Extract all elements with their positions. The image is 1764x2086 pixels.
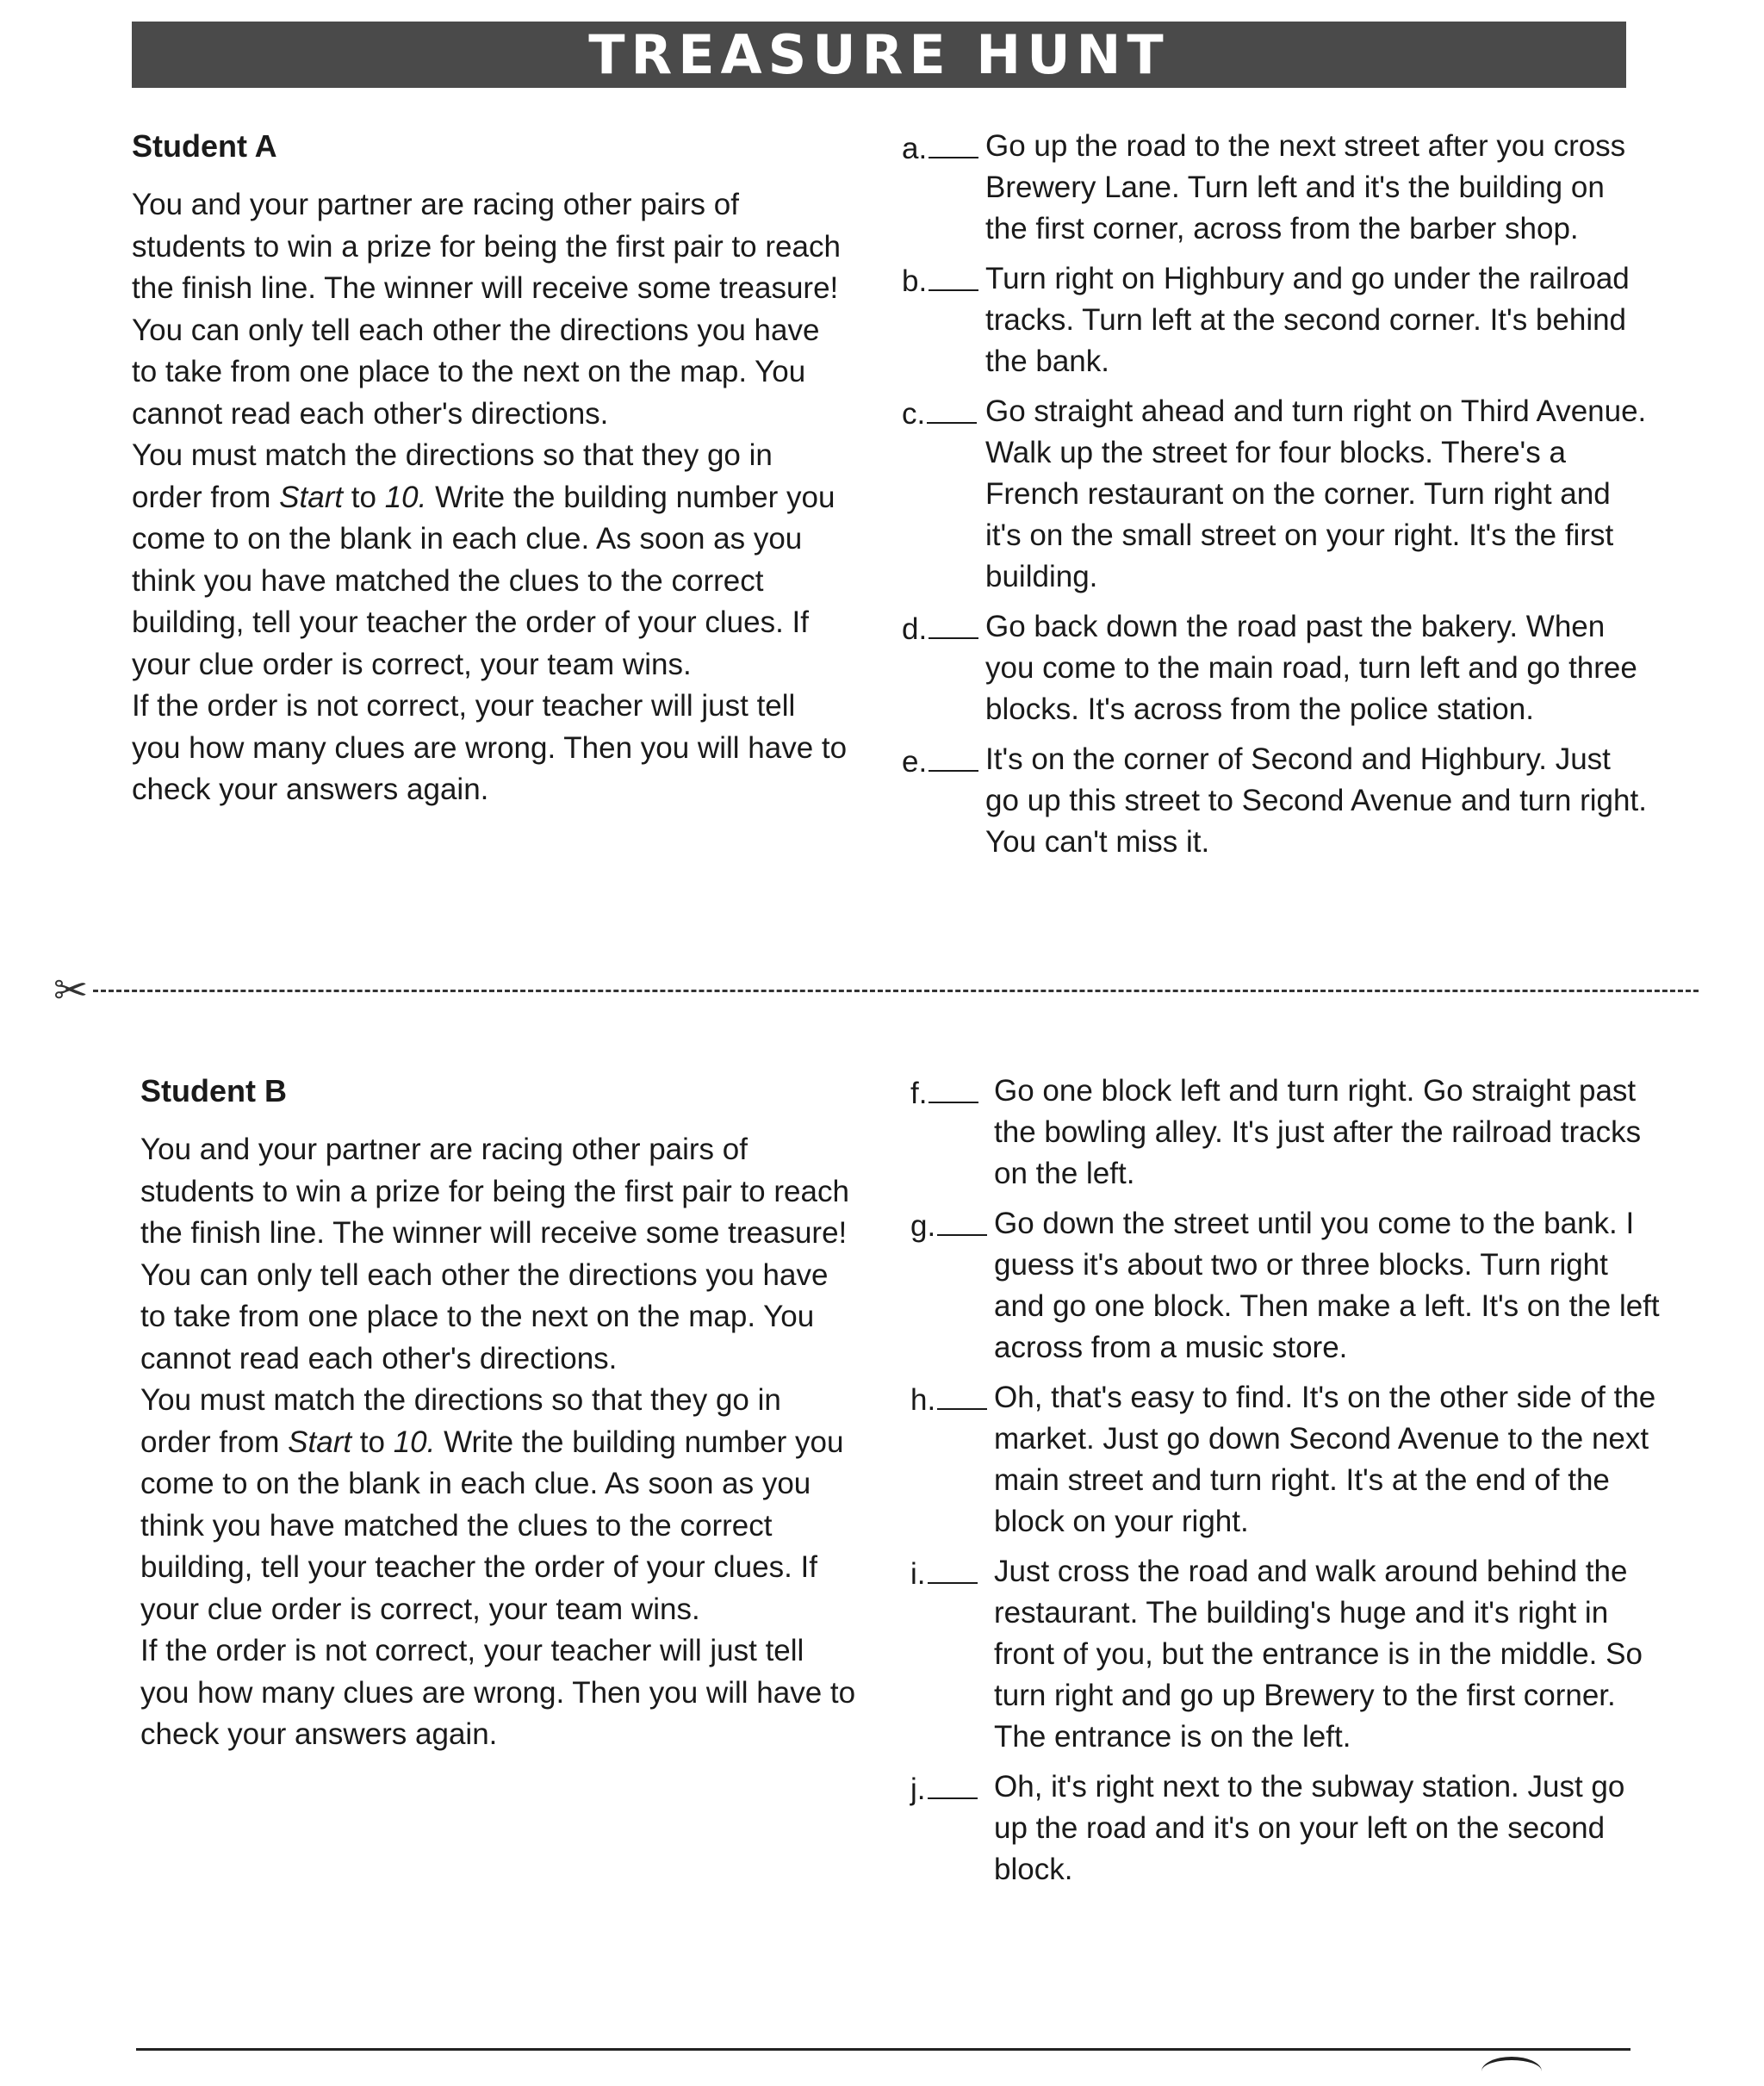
student-b-paragraph-4: If the order is not correct, your teacher will just tell you how many clues are wrong. Then you will have to check your answers again. xyxy=(140,1634,856,1751)
clue-item: h. Oh, that's easy to find. It's on the other side of the market. Just go down Second Avenue to the next main street and turn right. It's at the end of the block on your right. xyxy=(910,1377,1660,1543)
clue-item: b. Turn right on Highbury and go under the railroad tracks. Turn left at the second corner. It's behind the bank. xyxy=(902,258,1651,382)
page-title: TREASURE HUNT xyxy=(132,22,1626,88)
clue-item: i. Just cross the road and walk around behind the restaurant. The building's huge and it's right in front of you, but the entrance is in the middle. So turn right and go up Brewery to the first corner. The entrance is on the left. xyxy=(910,1551,1660,1758)
student-b-instructions xyxy=(140,1071,860,1756)
student-b-clue-list xyxy=(910,1071,1660,1899)
student-a-heading: Student A xyxy=(132,128,277,164)
scissors-icon: ✂ xyxy=(53,966,89,1015)
clue-item: j. Oh, it's right next to the subway station. Just go up the road and it's on your left on the second block. xyxy=(910,1766,1660,1890)
page-curl-mark xyxy=(1481,2057,1542,2086)
student-b-heading: Student B xyxy=(140,1073,287,1108)
answer-blank[interactable] xyxy=(937,1203,987,1236)
answer-blank[interactable] xyxy=(928,1766,978,1799)
answer-blank[interactable] xyxy=(929,258,978,291)
clue-item: a. Go up the road to the next street after you cross Brewery Lane. Turn left and it's the building on the first corner, across from the barber shop. xyxy=(902,126,1651,250)
student-b-paragraph-3: You must match the directions so that they go in order from Start to 10. Write the building number you come to on the blank in each clue. As soon as you think you have matched the clues to the correct building, tell your teacher the order of your clues. If your clue order is correct, your team wins. xyxy=(140,1383,844,1626)
answer-blank[interactable] xyxy=(929,606,978,639)
student-a-paragraph-3: You must match the directions so that they go in order from Start to 10. Write the building number you come to on the blank in each clue. As soon as you think you have matched the clues to the correct building, tell your teacher the order of your clues. If your clue order is correct, your team wins. xyxy=(132,438,835,681)
answer-blank[interactable] xyxy=(929,126,978,158)
student-b-paragraph-1: You and your partner are racing other pairs of students to win a prize for being the first pair to reach the finish line. The winner will receive some treasure! xyxy=(140,1133,849,1250)
answer-blank[interactable] xyxy=(929,1071,978,1103)
answer-blank[interactable] xyxy=(929,739,978,772)
student-a-paragraph-1: You and your partner are racing other pairs of students to win a prize for being the first pair to reach the finish line. The winner will receive some treasure! xyxy=(132,188,841,305)
student-a-paragraph-2: You can only tell each other the directions you have to take from one place to the next on the map. You cannot read each other's directions. xyxy=(132,313,820,431)
clue-item: g. Go down the street until you come to the bank. I guess it's about two or three blocks. Turn right and go one block. Then make a left. It's on the left across from a music store. xyxy=(910,1203,1660,1369)
clue-item: f. Go one block left and turn right. Go straight past the bowling alley. It's just after the railroad tracks on the left. xyxy=(910,1071,1660,1195)
answer-blank[interactable] xyxy=(937,1377,987,1410)
student-a-instructions xyxy=(132,126,851,811)
clue-item: e. It's on the corner of Second and Highbury. Just go up this street to Second Avenue and turn right. You can't miss it. xyxy=(902,739,1651,863)
answer-blank[interactable] xyxy=(928,1551,978,1584)
footer-rule xyxy=(136,2048,1630,2051)
student-a-paragraph-4: If the order is not correct, your teacher will just tell you how many clues are wrong. Then you will have to check your answers again. xyxy=(132,689,848,806)
clue-item: d. Go back down the road past the bakery. When you come to the main road, turn left and go three blocks. It's across from the police station. xyxy=(902,606,1651,730)
answer-blank[interactable] xyxy=(927,391,977,424)
clue-item: c. Go straight ahead and turn right on Third Avenue. Walk up the street for four blocks. There's a French restaurant on the corner. Turn right and it's on the small street on your right. It's the first building. xyxy=(902,391,1651,598)
dashed-divider xyxy=(93,990,1699,992)
cut-line xyxy=(53,966,1699,1015)
student-b-paragraph-2: You can only tell each other the directions you have to take from one place to the next on the map. You cannot read each other's directions. xyxy=(140,1257,829,1375)
student-a-clue-list xyxy=(902,126,1651,872)
